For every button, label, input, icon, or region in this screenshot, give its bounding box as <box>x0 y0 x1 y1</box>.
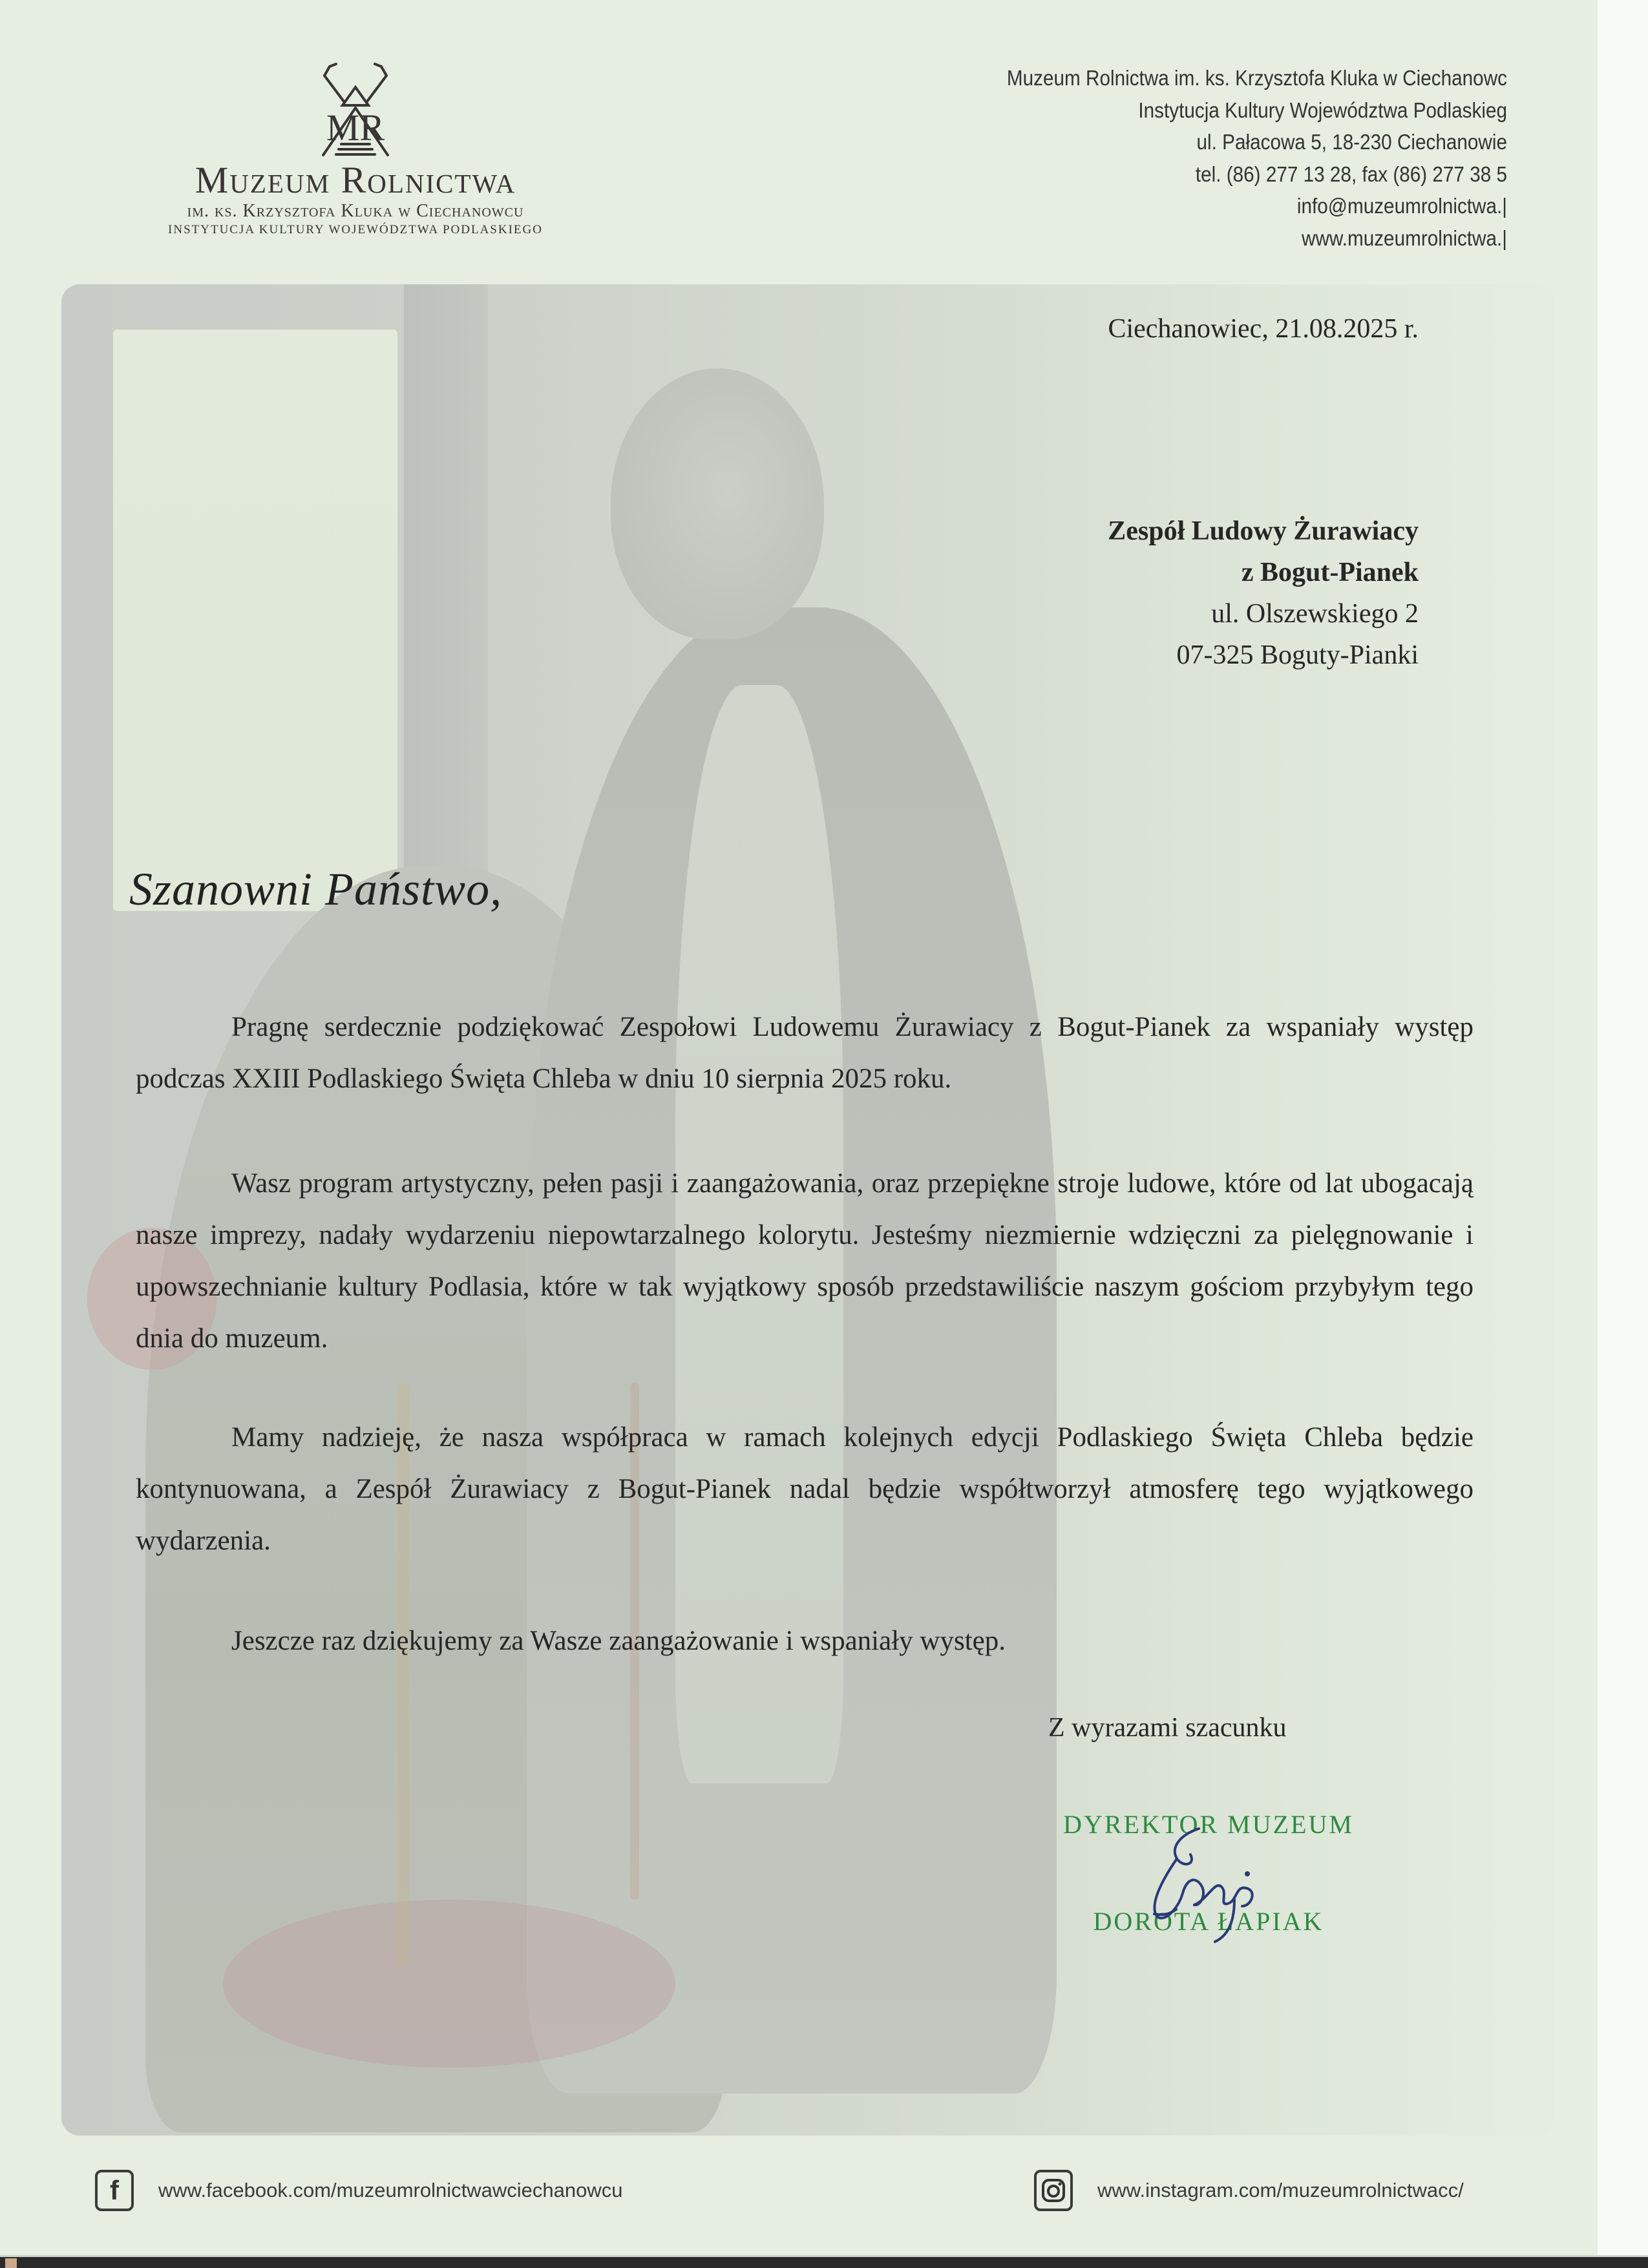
contact-line-institution: Instytucja Kultury Województwa Podlaskieg <box>1138 98 1507 122</box>
logo-institution: INSTYTUCJA KULTURY WOJEWÓDZTWA PODLASKIEGO <box>168 223 543 236</box>
paragraph-text: Jeszcze raz dziękujemy za Wasze zaangażowanie i wspaniały występ. <box>231 1626 1006 1656</box>
contact-block <box>796 62 1507 254</box>
facebook-url[interactable]: www.facebook.com/muzeumrolnictwawciechanowcu <box>158 2179 623 2201</box>
recipient-block <box>1108 510 1419 676</box>
instagram-icon <box>1034 2170 1073 2211</box>
stamp-title: DYREKTOR MUZEUM <box>1063 1810 1354 1839</box>
recipient-street: ul. Olszewskiego 2 <box>1211 599 1419 629</box>
handwritten-signature <box>1041 1803 1377 1964</box>
photo-window <box>113 330 397 911</box>
contact-line-website[interactable]: www.muzeumrolnictwa.| <box>1301 226 1507 250</box>
recipient-name: Zespół Ludowy Żurawiacy <box>1108 516 1419 546</box>
salutation: Szanowni Państwo, <box>129 863 503 915</box>
scanner-mark <box>5 2258 17 2268</box>
instagram-url[interactable]: www.instagram.com/muzeumrolnictwacc/ <box>1097 2179 1464 2201</box>
contact-line-email[interactable]: info@muzeumrolnictwa.| <box>1296 194 1507 218</box>
photo-head <box>611 368 824 640</box>
logo-subtitle: im. ks. Krzysztofa Kluka w Ciechanowcu <box>187 201 524 221</box>
scan-margin <box>1598 0 1648 2255</box>
logo-name: Muzeum Rolnictwa <box>195 159 516 201</box>
paragraph-text: Pragnę serdecznie podziękować Zespołowi Ludowemu Żurawiacy z Bogut-Pianek za wspaniały występ podczas XXIII Podlaskiego Święta Chleba w dniu 10 sierpnia 2025 roku. <box>136 1012 1474 1094</box>
facebook-link[interactable] <box>95 2171 622 2210</box>
contact-line-address: ul. Pałacowa 5, 18-230 Ciechanowie <box>1196 130 1507 154</box>
director-stamp <box>1041 1803 1377 1964</box>
paragraph-4 <box>136 1615 1474 1667</box>
paragraph-text: Mamy nadzieję, że nasza współpraca w ramach kolejnych edycji Podlaskiego Święta Chleba będzie kontynuowana, a Zespół Żurawiacy z Bogut-Pianek nadal będzie współtworzył atmosferę tego wyjątkowego wydarzenia. <box>136 1422 1474 1556</box>
instagram-link[interactable] <box>1034 2171 1464 2210</box>
windmill-icon <box>310 61 401 158</box>
paragraph-text: Wasz program artystyczny, pełen pasji i zaangażowania, oraz przepiękne stroje ludowe, które od lat ubogacają nasze imprezy, nadały wydarzeniu niepowtarzalnego kolorytu. Jesteśmy niezmiernie wdzięczni za pielęgnowanie i upowszechnianie kultury Podlasia, które w tak wyjątkowy sposób przedstawiliście naszym gościom przybyłym tego dnia do muzeum. <box>136 1168 1474 1354</box>
paragraph-3 <box>136 1412 1474 1567</box>
paragraph-1 <box>136 1002 1474 1105</box>
stamp-name: DOROTA ŁAPIAK <box>1093 1907 1324 1936</box>
instagram-glyph <box>1041 2178 1066 2203</box>
recipient-name-2: z Bogut-Pianek <box>1241 558 1419 587</box>
closing-phrase: Z wyrazami szacunku <box>1048 1713 1287 1743</box>
recipient-city: 07-325 Boguty-Pianki <box>1176 640 1419 670</box>
photo-skirt <box>223 1900 675 2068</box>
contact-line-phone: tel. (86) 277 13 28, fax (86) 277 38 5 <box>1195 162 1507 186</box>
paragraph-2 <box>136 1158 1474 1365</box>
museum-logo <box>129 61 582 262</box>
letter-date: Ciechanowiec, 21.08.2025 r. <box>1108 314 1419 344</box>
scanner-edge <box>0 2255 1648 2268</box>
facebook-icon: f <box>95 2170 134 2211</box>
contact-line-name: Muzeum Rolnictwa im. ks. Krzysztofa Kluka w Ciechanowc <box>1006 66 1507 90</box>
logo-monogram: MR <box>326 107 385 149</box>
